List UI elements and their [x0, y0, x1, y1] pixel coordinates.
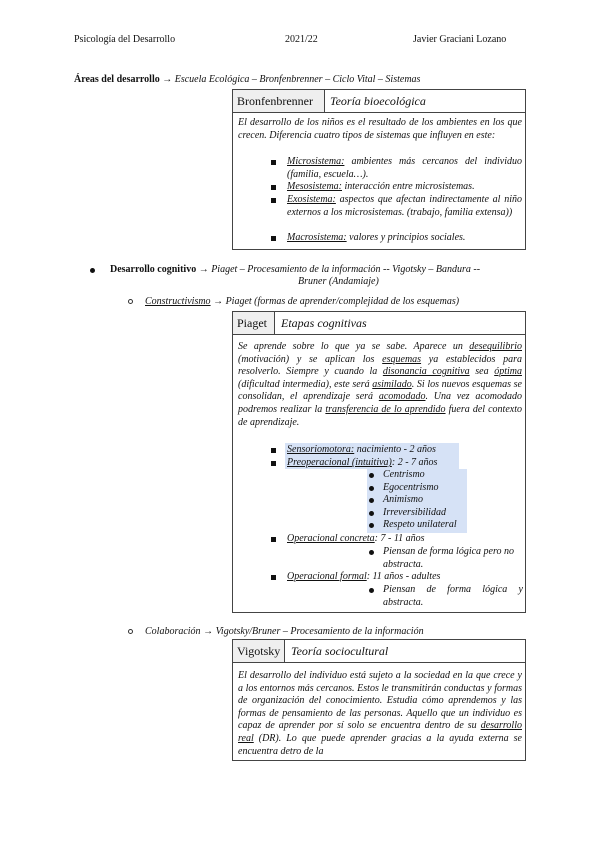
box-theory: Teoría sociocultural — [291, 644, 389, 658]
box-header — [233, 640, 525, 663]
list-item: Mesosistema: interacción entre microsistemas. — [287, 181, 475, 192]
box-paragraph: El desarrollo del individuo está sujeto a la sociedad en la que crece y a los entornos más cercanos. Estos le transmitirán conductas y formas de organización del conocimiento. Estudia cómo aprendemos y las formas de pensamiento de las personas. Aquello que un individuo es capaz de aprender por sí solo se encuentra dentro de su desarrollo real (DR). Lo que puede aprender gracias a la ayuda externa se encuentra detro de la — [238, 670, 522, 757]
box-header — [233, 312, 525, 335]
bullet-icon — [369, 523, 374, 528]
square-bullet-icon — [271, 537, 276, 542]
stage-sensorimotor: Sensoriomotora: nacimiento - 2 años — [287, 444, 436, 455]
collaboration-heading: Colaboración → Vigotsky/Bruner – Procesamiento de la información — [145, 626, 424, 637]
ring-bullet-icon — [128, 629, 133, 634]
header-year: 2021/22 — [285, 34, 318, 45]
bullet-icon — [369, 511, 374, 516]
arrow-icon: → — [162, 74, 173, 85]
box-name: Bronfenbrenner — [233, 90, 325, 112]
list-item: Egocentrismo — [383, 482, 439, 493]
list-item: Piensan de forma lógica y abstracta. — [383, 584, 523, 608]
stage-concrete: Operacional concreta: 7 - 11 años — [287, 533, 425, 544]
list-item: Irreversibilidad — [383, 507, 446, 518]
list-item: Exosistema: aspectos que afectan indirectamente al niño externos a los microsistemas. (trabajo, familia extensa)) — [287, 194, 522, 218]
arrow-icon: → — [203, 626, 214, 637]
box-paragraph: Se aprende sobre lo que ya se sabe. Aparece un desequilibrio (motivación) y se aplican los esquemas ya establecidos para resolverlo. Siempre y cuando la disonancia cognitiva sea óptima (dificultad intermedia), este será asimilado. Si los nuevos esquemas se consolidan, el aprendizaje será acomodado. Una vez acomodado podremos realizar la transferencia de lo aprendido fuera del contexto de aprendizaje. — [238, 341, 523, 428]
constructivism-heading: Constructivismo → Piaget (formas de aprender/complejidad de los esquemas) — [145, 296, 460, 307]
box-name: Piaget — [233, 312, 275, 334]
box-header — [233, 90, 525, 113]
box-theory: Teoría bioecológica — [330, 94, 426, 108]
cognitive-heading-cont: Bruner (Andamiaje) — [298, 276, 379, 287]
areas-heading — [74, 74, 420, 85]
areas-label: Áreas del desarrollo — [74, 74, 160, 85]
vigotsky-box — [232, 639, 526, 761]
box-intro: El desarrollo de los niños es el resultado de los ambientes en los que crecen. Diferencia cuatro tipos de sistemas que influyen en este: — [238, 117, 522, 141]
list-item: Microsistema: ambientes más cercanos del individuo (familia, escuela…). — [287, 156, 522, 180]
header-course: Psicología del Desarrollo — [74, 34, 176, 45]
square-bullet-icon — [271, 448, 276, 453]
list-item: Animismo — [383, 494, 423, 505]
square-bullet-icon — [271, 236, 276, 241]
areas-text: Escuela Ecológica – Bronfenbrenner – Ciclo Vital – Sistemas — [174, 74, 421, 85]
piaget-box — [232, 311, 526, 613]
list-item: Respeto unilateral — [383, 519, 457, 530]
square-bullet-icon — [271, 575, 276, 580]
bullet-icon — [369, 486, 374, 491]
list-item: Macrosistema: valores y principios sociales. — [287, 232, 466, 243]
square-bullet-icon — [271, 461, 276, 466]
stage-preoperational: Preoperacional (intuitiva): 2 - 7 años — [287, 457, 438, 468]
bullet-icon — [369, 498, 374, 503]
square-bullet-icon — [271, 160, 276, 165]
square-bullet-icon — [271, 185, 276, 190]
stage-formal: Operacional formal: 11 años - adultes — [287, 571, 441, 582]
box-name: Vigotsky — [233, 640, 285, 662]
cognitive-heading: Desarrollo cognitivo → Piaget – Procesamiento de la información -- Vigotsky – Bandura -- — [110, 264, 481, 275]
list-item: Piensan de forma lógica pero no abstracta. — [383, 546, 515, 570]
arrow-icon: → — [213, 296, 224, 307]
header-author: Javier Graciani Lozano — [413, 34, 507, 45]
arrow-icon: → — [198, 264, 209, 275]
bullet-icon — [90, 268, 95, 273]
list-item: Centrismo — [383, 469, 425, 480]
bronfenbrenner-box — [232, 89, 526, 250]
bullet-icon — [369, 473, 374, 478]
square-bullet-icon — [271, 198, 276, 203]
bullet-icon — [369, 588, 374, 593]
bullet-icon — [369, 550, 374, 555]
ring-bullet-icon — [128, 299, 133, 304]
box-theory: Etapas cognitivas — [281, 316, 367, 330]
